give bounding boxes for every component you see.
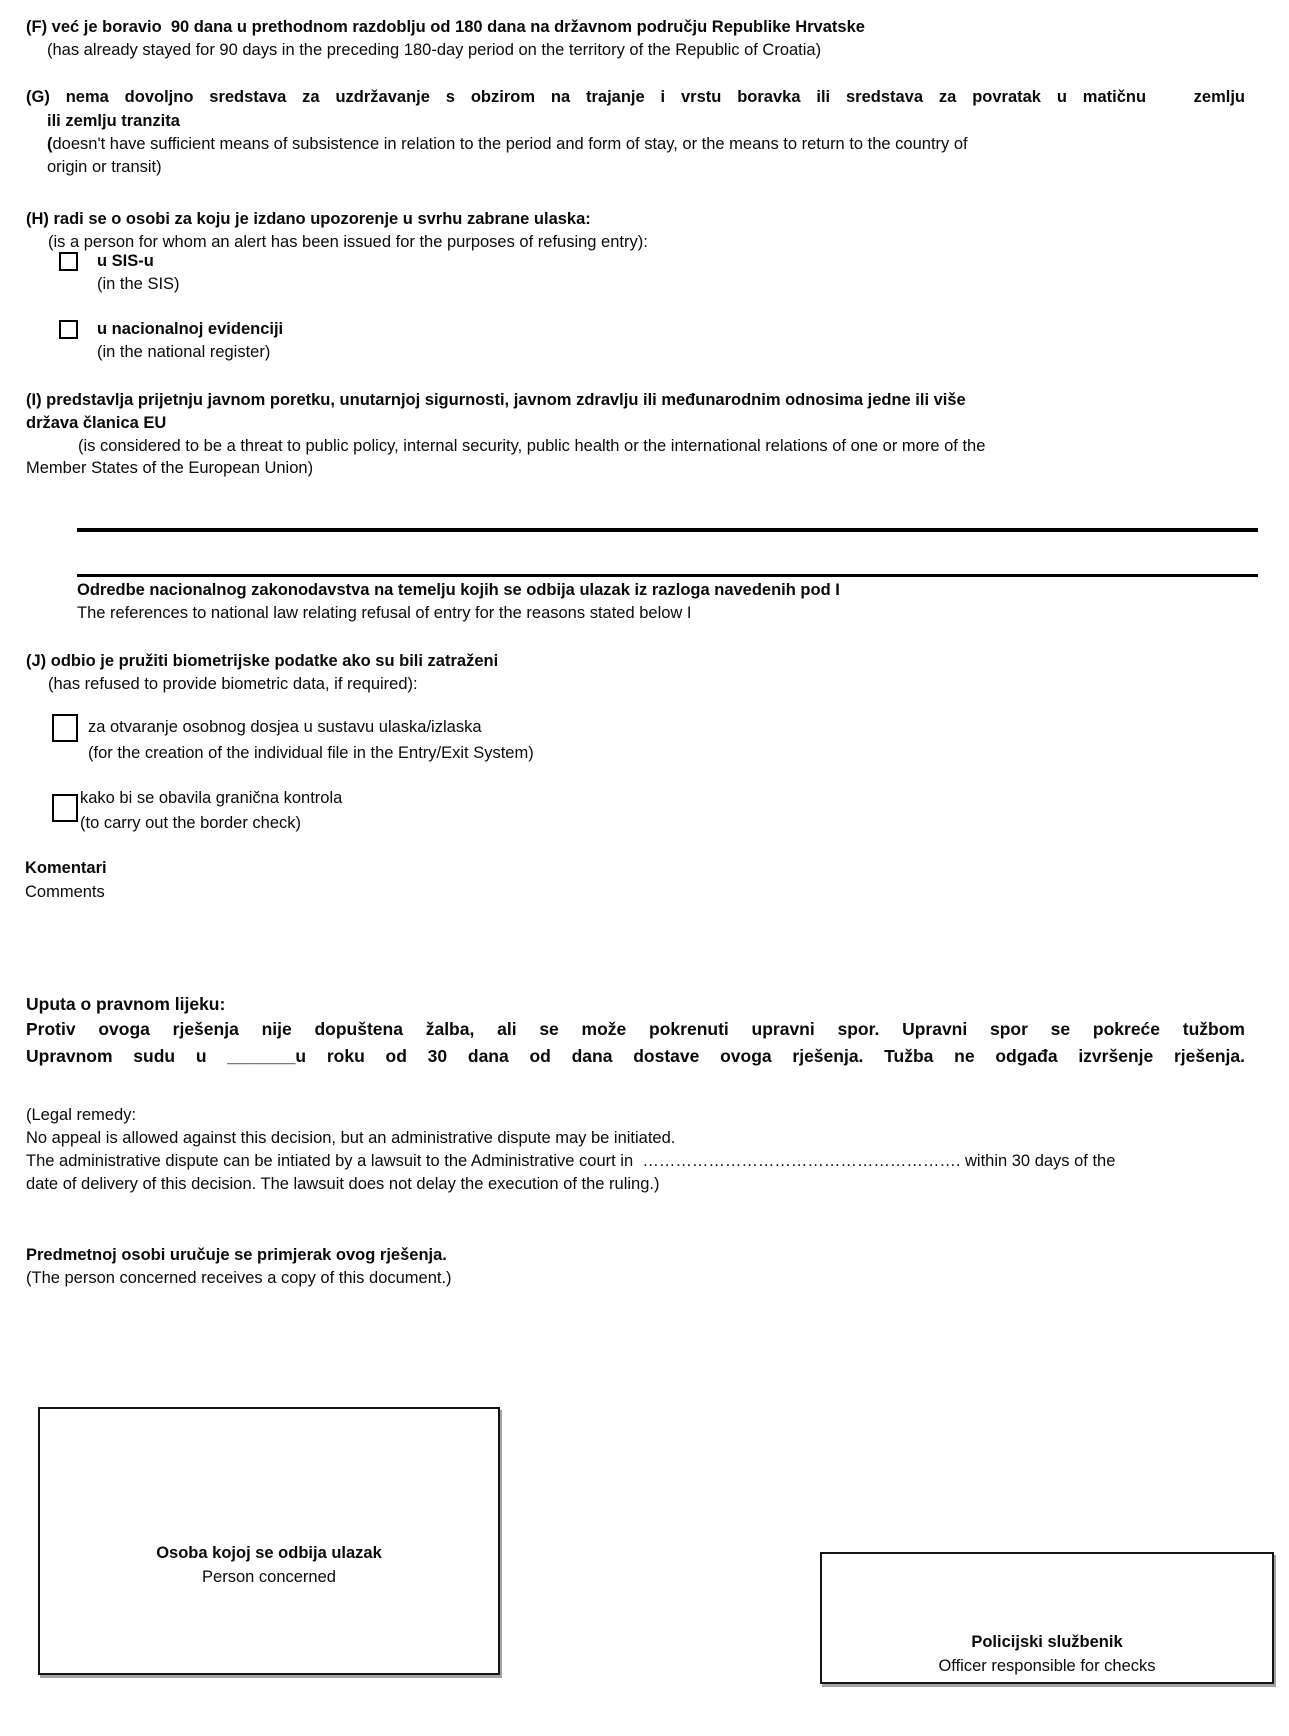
legal-remedy-title-hr: Uputa o pravnom lijeku: xyxy=(26,994,226,1014)
officer-label-hr: Policijski službenik xyxy=(971,1633,1123,1651)
section-i-heading-hr-line2: država članica EU xyxy=(26,414,167,432)
label-alert-sis-en: (in the SIS) xyxy=(97,275,180,293)
checkbox-biometric-ees-file[interactable] xyxy=(52,714,78,742)
legal-remedy-hr-line1: Protiv ovoga rješenja nije dopuštena žalba, ali se može pokrenuti upravni spor. Upravni spor se pokreće tužbom xyxy=(26,1019,1245,1039)
section-j-text-en: (has refused to provide biometric data, if required): xyxy=(48,675,418,693)
officer-label xyxy=(822,1554,1272,1678)
copy-notice-en: (The person concerned receives a copy of this document.) xyxy=(26,1269,452,1287)
national-law-blank-line-2[interactable] xyxy=(77,574,1258,577)
officer-signature-box[interactable] xyxy=(820,1552,1274,1684)
label-biometric-ees-file-en: (for the creation of the individual file in the Entry/Exit System) xyxy=(88,744,534,762)
section-g-heading-hr-line1: (G) nema dovoljno sredstava za uzdržavanje s obzirom na trajanje i vrstu boravka ili sredstava za povratak u matičnu zemlju xyxy=(26,88,1245,106)
legal-remedy-en-line4: date of delivery of this decision. The lawsuit does not delay the execution of the ruling.) xyxy=(26,1175,660,1193)
section-g-text-en-line1 xyxy=(47,133,968,156)
checkbox-biometric-border-check[interactable] xyxy=(52,794,78,822)
section-g-text-en-line2: origin or transit) xyxy=(47,158,162,176)
person-concerned-signature-box[interactable] xyxy=(38,1407,500,1675)
section-i-text-en-line2: Member States of the European Union) xyxy=(26,459,314,477)
national-law-caption-hr: Odredbe nacionalnog zakonodavstva na temelju kojih se odbija ulazak iz razloga navedenih pod I xyxy=(77,581,840,599)
section-f-heading-hr: (F) već je boravio 90 dana u prethodnom razdoblju od 180 dana na državnom području Republike Hrvatske xyxy=(26,18,865,36)
legal-remedy-en-line2: No appeal is allowed against this decision, but an administrative dispute may be initiated. xyxy=(26,1129,676,1147)
section-h-heading-hr: (H) radi se o osobi za koju je izdano upozorenje u svrhu zabrane ulaska: xyxy=(26,210,591,228)
label-biometric-border-check-hr: kako bi se obavila granična kontrola xyxy=(80,789,343,807)
section-i-text-en-line1: (is considered to be a threat to public policy, internal security, public health or the international relations of one or more of the xyxy=(78,437,986,455)
national-law-blank-line-1[interactable] xyxy=(77,528,1258,532)
person-concerned-label-hr: Osoba kojoj se odbija ulazak xyxy=(156,1544,382,1562)
legal-remedy-en-line3: The administrative dispute can be intiated by a lawsuit to the Administrative court in …………………………………………………. within 30 days of the xyxy=(26,1152,1116,1170)
comments-heading-hr: Komentari xyxy=(25,859,107,877)
legal-remedy-en-line1: (Legal remedy: xyxy=(26,1106,137,1124)
label-alert-national-register-en: (in the national register) xyxy=(97,343,271,361)
checkbox-alert-sis[interactable] xyxy=(59,252,78,271)
person-concerned-label xyxy=(40,1409,498,1589)
section-j-heading-hr: (J) odbio je pružiti biometrijske podatke ako su bili zatraženi xyxy=(26,652,499,670)
section-h-text-en: (is a person for whom an alert has been issued for the purposes of refusing entry): xyxy=(48,233,648,251)
section-i-heading-hr-line1: (I) predstavlja prijetnju javnom poretku, unutarnjoj sigurnosti, javnom zdravlju ili međunarodnim odnosima jedne ili više xyxy=(26,391,966,409)
section-g-text-en-line1-body: doesn't have sufficient means of subsistence in relation to the period and form of stay, or the means to return to the country of xyxy=(52,135,968,153)
label-biometric-ees-file-hr: za otvaranje osobnog dosjea u sustavu ulaska/izlaska xyxy=(88,718,482,736)
legal-remedy-hr-line2: Upravnom sudu u _______u roku od 30 dana od dana dostave ovoga rješenja. Tužba ne odgađa izvršenje rješenja. xyxy=(26,1046,1245,1066)
label-alert-national-register-hr: u nacionalnoj evidenciji xyxy=(97,320,284,338)
checkbox-alert-national-register[interactable] xyxy=(59,320,78,339)
copy-notice-hr: Predmetnoj osobi uručuje se primjerak ovog rješenja. xyxy=(26,1246,447,1264)
label-biometric-border-check-en: (to carry out the border check) xyxy=(80,814,302,832)
label-alert-sis-hr: u SIS-u xyxy=(97,252,154,270)
section-f-text-en: (has already stayed for 90 days in the preceding 180-day period on the territory of the Republic of Croatia) xyxy=(47,41,822,59)
section-g-heading-hr-line2: ili zemlju tranzita xyxy=(47,112,180,130)
national-law-caption-en: The references to national law relating refusal of entry for the reasons stated below I xyxy=(77,604,692,622)
comments-heading-en: Comments xyxy=(25,883,105,901)
officer-label-en: Officer responsible for checks xyxy=(938,1657,1156,1675)
bold-paren: ( xyxy=(47,135,53,153)
person-concerned-label-en: Person concerned xyxy=(202,1568,336,1586)
